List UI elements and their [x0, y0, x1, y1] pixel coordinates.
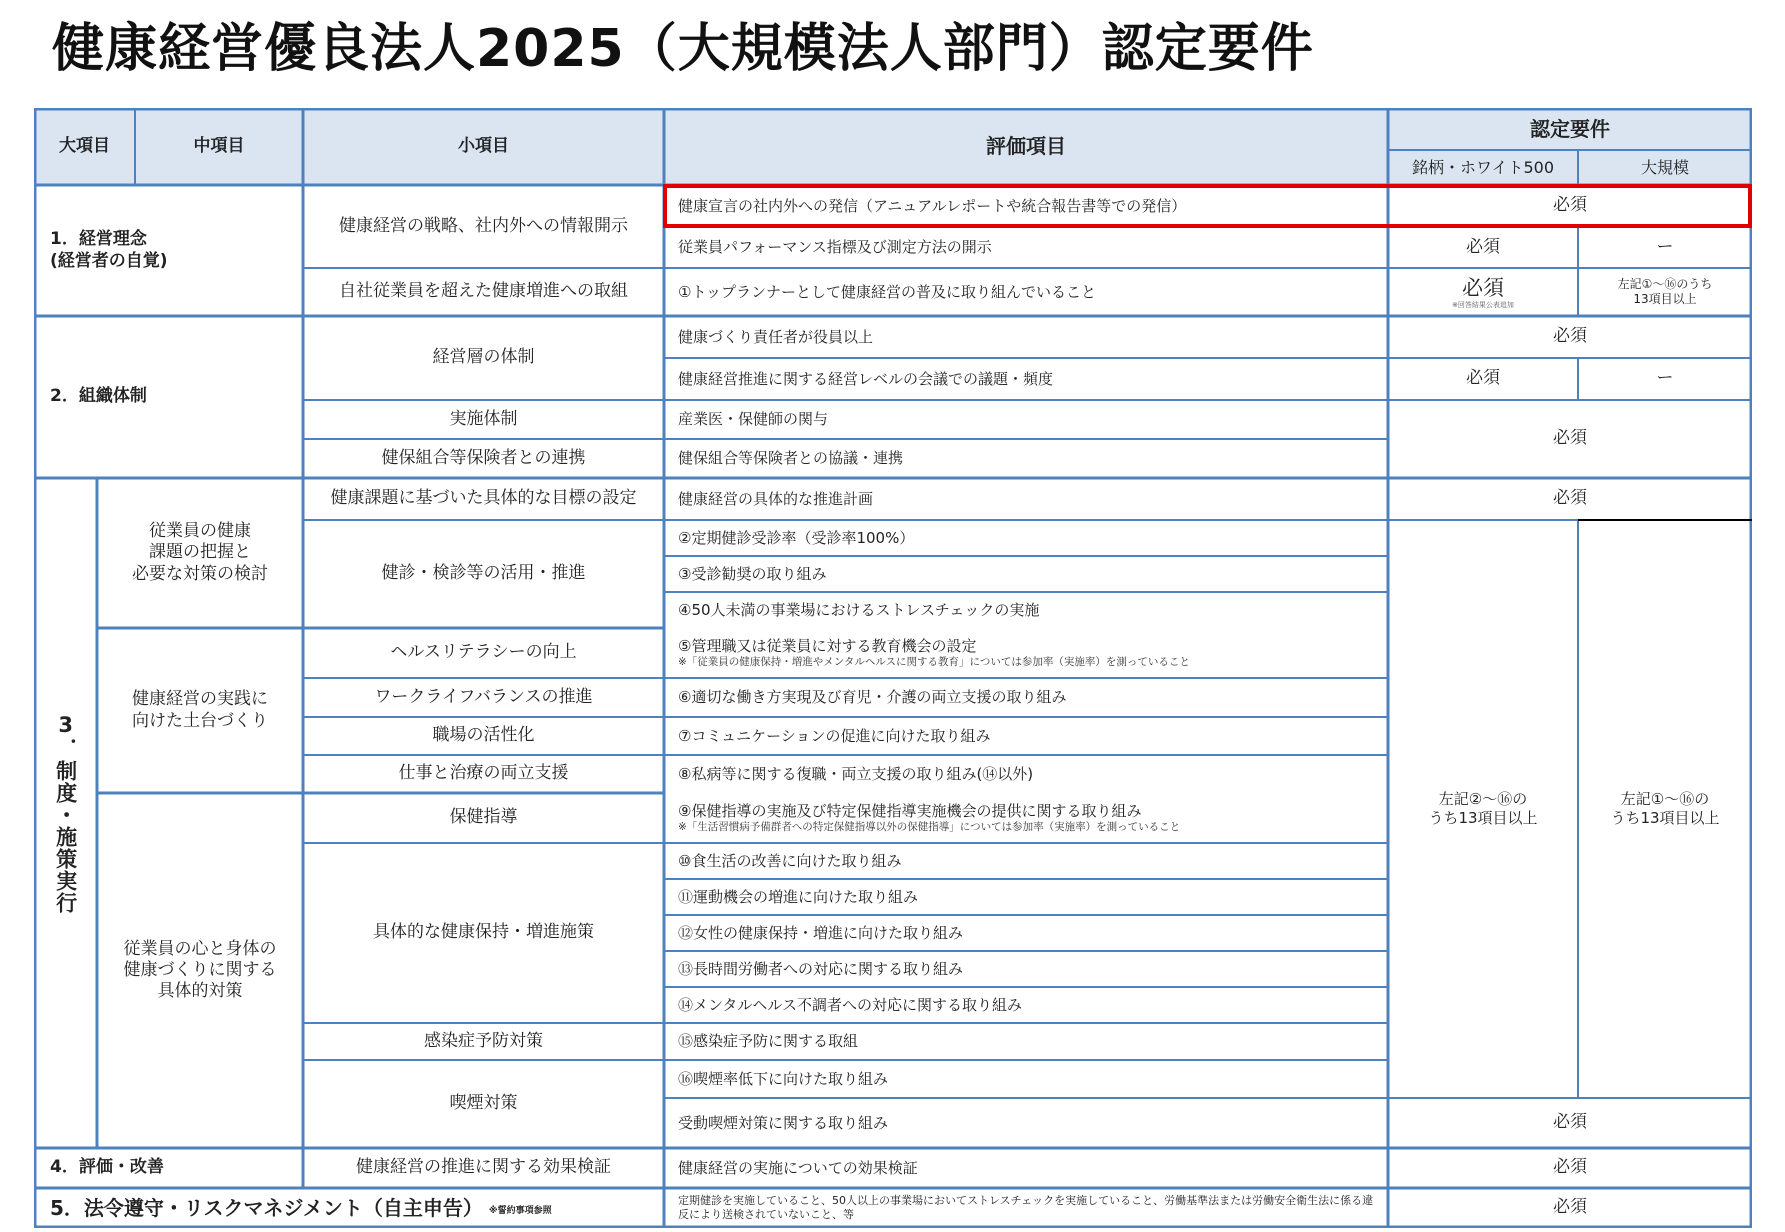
req-hissu: 必須 [1553, 1197, 1587, 1218]
req-hissu: 必須 [1553, 195, 1587, 216]
header-nintei: 認定要件 [1388, 108, 1752, 150]
page-title: 健康経営優良法人2025（大規模法人部門）認定要件 [52, 19, 1314, 79]
section-2: 2．組織体制 [50, 386, 147, 407]
header-daikibo: 大規模 [1578, 150, 1752, 185]
eval-item: 定期健診を実施していること、50人以上の事業場においてストレスチェックを実施していること、労働基準法または労働安全衛生法に係る違反により送検されていないこと、等 [678, 1193, 1374, 1221]
eval-item: 産業医・保健師の関与 [678, 410, 829, 429]
req-hissu: 必須 [1553, 1112, 1587, 1133]
eval-item: ⑩食生活の改善に向けた取り組み [678, 851, 902, 870]
section-3 [34, 478, 97, 1148]
req-13-items: 左記②～⑯の うち13項目以上 [1428, 790, 1538, 827]
eval-item: 健康経営の具体的な推進計画 [678, 489, 874, 508]
eval-item: ⑭メンタルヘルス不調者への対応に関する取り組み [678, 995, 1022, 1014]
small-item: ワークライフバランスの推進 [374, 686, 593, 707]
eval-item: ⑤管理職又は従業員に対する教育機会の設定 [678, 637, 977, 656]
small-item: 保健指導 [449, 807, 518, 828]
header-meigara: 銘柄・ホワイト500 [1388, 150, 1578, 185]
header-eval: 評価項目 [664, 108, 1388, 185]
small-item: 喫煙対策 [449, 1093, 518, 1114]
req-hissu: 必須 [1462, 275, 1504, 300]
small-item: 感染症予防対策 [424, 1030, 543, 1051]
eval-item: 健康づくり責任者が役員以上 [678, 327, 874, 346]
req-hissu: 必須 [1466, 368, 1500, 389]
eval-item: ②定期健診受診率（受診率100%） [678, 528, 915, 547]
small-item: ヘルスリテラシーの向上 [390, 642, 577, 663]
req-hissu-with-note [1388, 268, 1578, 316]
eval-item: ⑬長時間労働者への対応に関する取り組み [678, 959, 964, 978]
eval-item: ⑪運動機会の増進に向けた取り組み [678, 887, 919, 906]
req-hissu: 必須 [1553, 428, 1587, 449]
eval-item-with-note [664, 793, 1388, 843]
eval-item-with-note [664, 628, 1388, 678]
eval-item: ⑥適切な働き方実現及び育児・介護の両立支援の取り組み [678, 688, 1067, 707]
eval-item: ⑮感染症予防に関する取組 [678, 1032, 859, 1051]
eval-item: 健康経営の実施についての効果検証 [678, 1158, 918, 1177]
req-13-items: 左記①～⑯の うち13項目以上 [1610, 790, 1720, 827]
header-chu: 中項目 [135, 108, 303, 185]
eval-item: 健康経営推進に関する経営レベルの会議での議題・頻度 [678, 369, 1054, 388]
header-sho: 小項目 [303, 108, 664, 185]
req-hissu: 必須 [1553, 1157, 1587, 1178]
req-hissu: 必須 [1553, 488, 1587, 509]
eval-item: ⑯喫煙率低下に向けた取り組み [678, 1069, 889, 1088]
eval-item: ⑧私病等に関する復職・両立支援の取り組み(⑭以外) [678, 764, 1034, 783]
eval-item: ④50人未満の事業場におけるストレスチェックの実施 [678, 600, 1040, 619]
small-item: 経営層の体制 [432, 347, 535, 368]
eval-item: 従業員パフォーマンス指標及び測定方法の開示 [678, 238, 992, 257]
req-13-items: 左記①～⑯のうち 13項目以上 [1617, 277, 1713, 306]
small-item: 仕事と治療の両立支援 [398, 763, 569, 784]
section-5-note: ※誓約事項参照 [488, 1206, 552, 1217]
requirements-table [34, 108, 1752, 1228]
eval-item: 受動喫煙対策に関する取り組み [678, 1113, 889, 1132]
req-note: ※回答結果公表追加 [1452, 300, 1514, 309]
req-hissu: 必須 [1466, 236, 1500, 257]
eval-item: ①トップランナーとして健康経営の普及に取り組んでいること [678, 282, 1097, 301]
middle-item: 従業員の健康 課題の把握と 必要な対策の検討 [132, 521, 268, 584]
req-hissu: 必須 [1553, 326, 1587, 347]
eval-item: ③受診勧奨の取り組み [678, 564, 827, 583]
small-item: 健診・検診等の活用・推進 [381, 563, 586, 584]
header-dai: 大項目 [34, 108, 135, 185]
eval-item: 健保組合等保険者との協議・連携 [678, 449, 904, 468]
small-item: 健康経営の戦略、社内外への情報開示 [339, 215, 628, 236]
section-5 [34, 1188, 664, 1228]
small-item: 健保組合等保険者との連携 [381, 447, 586, 468]
eval-note: ※「従業員の健康保持・増進やメンタルヘルスに関する教育」については参加率（実施率）を測っていること [678, 655, 1190, 668]
middle-item: 健康経営の実践に 向けた土台づくり [132, 689, 268, 731]
section-1: 1．経営理念 (経営者の自覚) [50, 229, 168, 271]
section-4: 4．評価・改善 [50, 1157, 164, 1178]
small-item: 健康課題に基づいた具体的な目標の設定 [330, 488, 637, 509]
middle-item: 従業員の心と身体の 健康づくりに関する 具体的対策 [123, 938, 277, 1002]
eval-item: ⑦コミュニケーションの促進に向けた取り組み [678, 726, 991, 745]
eval-note: ※「生活習慣病予備群者への特定保健指導以外の保健指導」については参加率（実施率）を測っていること [678, 820, 1181, 833]
small-item: 自社従業員を超えた健康増進への取組 [339, 281, 628, 302]
small-item: 健康経営の推進に関する効果検証 [356, 1157, 611, 1178]
eval-item: ⑨保健指導の実施及び特定保健指導実施機会の提供に関する取り組み [678, 802, 1142, 821]
eval-item: 健康宣言の社内外への発信（アニュアルレポートや統合報告書等での発信） [678, 196, 1187, 215]
section-3-label: 3．制度・施策実行 [53, 712, 78, 914]
section-5-label: 5．法令遵守・リスクマネジメント（自主申告） [50, 1195, 483, 1220]
small-item: 職場の活性化 [432, 725, 535, 746]
eval-item: ⑫女性の健康保持・増進に向けた取り組み [678, 923, 964, 942]
req-dash: ー [1656, 236, 1674, 257]
small-item: 実施体制 [449, 408, 518, 429]
small-item: 具体的な健康保持・増進施策 [373, 922, 594, 943]
req-dash: ー [1656, 368, 1674, 389]
